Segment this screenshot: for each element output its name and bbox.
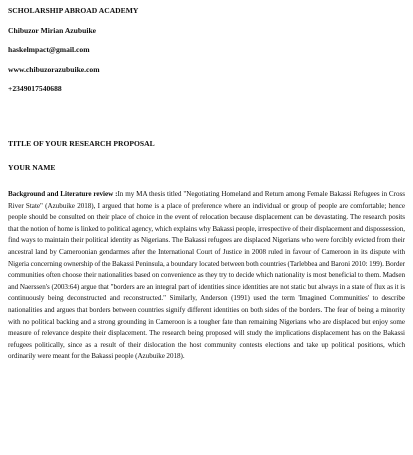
author-email: haskelmpact@gmail.com (8, 45, 90, 54)
author-phone: +2349017540688 (8, 84, 62, 93)
proposal-title: TITLE OF YOUR RESEARCH PROPOSAL (8, 139, 155, 148)
section-body: In my MA thesis titled "Negotiating Homeland and Return among Female Bakassi Refugees in Cross River State" (Azubuike 2018), I argued that home is a place of preference where an individual or group of people are comfortable; hence people should be consulted on their place of choice in the event of relocation because displacement can be devastating. The research posits that the notion of home is linked to political agency, which explains why Bakassi people, irrespective of their displacement and dispossession, find ways to maintain their political identity as Nigerians. The Bakassi refugees are displaced Nigerians who were forcibly evicted from their ancestral land by Cameroonian gendarmes after the International Court of Justice in 2008 ruled in favour of Cameroon in its dispute with Nigeria concerning ownership of the Bakassi Peninsula, a boundary located between both countries (Tarlebbea and Baroni 2010: 199). Border communities often choose their nationalities based on convenience as they try to decide which nationality is most beneficial to them. Madsen and Naerssen's (2003:64) argue that "borders are an integral part of identities since identities are not static but always in a state of flux as it is continuously being deconstructed and reconstructed." Similarly, Anderson (1991) used the term 'Imagined Communities' to describe nationalities and argues that borders between countries signify different identities on both sides of the borders. The fear of being a minority with no political backing and a strong grounding in Cameroon is a tougher fate than remaining Nigerians who are displaced but enjoy some measure of relevance despite their displacement. The research being proposed will study the implications displacement has on the Bakassi refugees politically, since as a result of their dislocation the host community contests elections and take up political positions, which ordinarily were meant for the Bakassi people (Azubuike 2018). (8, 190, 405, 361)
author-name: Chibuzor Mirian Azubuike (8, 25, 97, 35)
proposal-author-placeholder: YOUR NAME (8, 163, 56, 172)
header-spacer (8, 94, 405, 139)
author-website: www.chibuzorazubuike.com (8, 64, 100, 74)
organization-name: SCHOLARSHIP ABROAD ACADEMY (8, 6, 139, 15)
contact-header (8, 6, 405, 94)
background-section (8, 189, 405, 363)
section-heading: Background and Literature review : (8, 190, 118, 198)
